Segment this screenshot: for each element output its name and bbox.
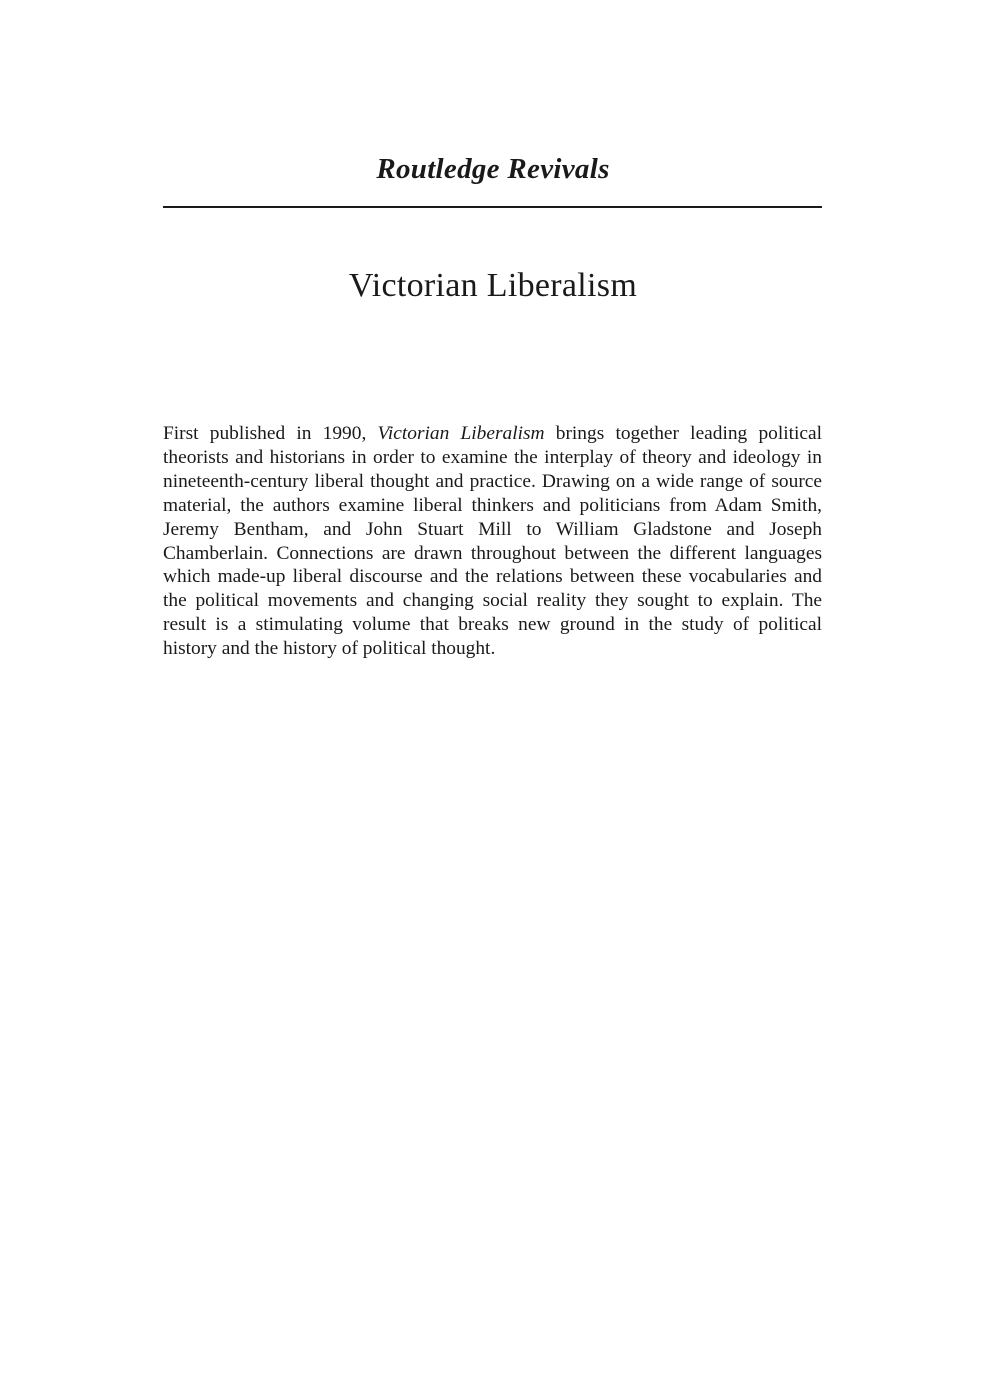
- book-description: [163, 422, 822, 661]
- description-book-title: Victorian Liberalism: [377, 423, 545, 444]
- book-title: Victorian Liberalism: [348, 267, 638, 304]
- description-text-body: brings together leading political theorists and historians in order to examine the interplay of theory and ideology in nineteenth-century liberal thought and practice. Drawing on a wide range of source material, the authors examine liberal thinkers and politicians from Adam Smith, Jeremy Bentham, and John Stuart Mill to William Gladstone and Joseph Chamberlain. Connections are drawn throughout between the different languages which made-up liberal discourse and the relations between these vocabularies and the political movements and changing social reality they sought to explain. The result is a stimulating volume that breaks new ground in the study of political history and the history of political thought.: [163, 423, 822, 660]
- description-text-intro: First published in 1990,: [163, 423, 378, 444]
- series-title: Routledge Revivals: [376, 153, 610, 185]
- title-divider: [163, 206, 822, 208]
